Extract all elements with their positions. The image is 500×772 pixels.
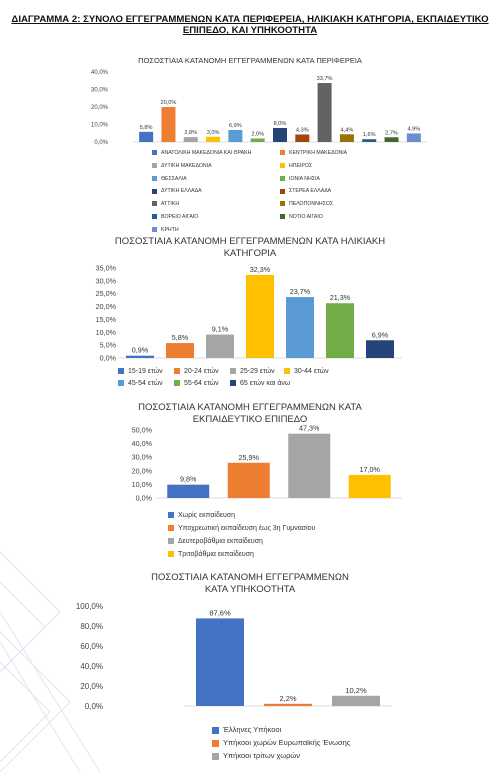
bar [251, 139, 265, 143]
education-chart-title [0, 402, 500, 426]
data-label: 8,0% [273, 121, 287, 127]
data-label: 5,8% [139, 124, 153, 131]
legend-swatch [280, 214, 285, 219]
legend-item [174, 368, 219, 375]
bar [366, 340, 394, 358]
bar [340, 134, 354, 142]
bar [264, 704, 312, 706]
legend-swatch [168, 525, 174, 531]
legend-item [212, 751, 300, 760]
legend-label: ΑΤΤΙΚΗ [161, 201, 180, 208]
legend-label: ΔΥΤΙΚΗ ΜΑΚΕΔΟΝΙΑ [161, 162, 212, 169]
legend-label: ΔΥΤΙΚΗ ΕΛΛΑΔΑ [161, 188, 202, 195]
y-tick-label: 30,0% [131, 452, 152, 462]
legend-item [280, 201, 333, 207]
legend-label: Δευτεροβάθμια εκπαίδευση [178, 538, 263, 545]
bar [184, 137, 198, 142]
legend-label: Χωρίς εκπαίδευση [178, 512, 236, 519]
legend-label: ΠΕΛΟΠΟΝΝΗΣΟΣ [289, 201, 334, 208]
citizenship-chart-title-text: ΠΟΣΟΣΤΙΑΙΑ ΚΑΤΑΝΟΜΗ ΕΓΓΕΓΡΑΜΜΕΝΩΝ ΚΑΤΑ ΥΠΗΚΟΟΤΗΤΑ [151, 572, 349, 595]
legend-label: ΗΠΕΙΡΟΣ [289, 162, 313, 169]
legend-label: ΘΕΣΣΑΛΙΑ [161, 175, 187, 182]
legend-label: 65 ετών και άνω [240, 380, 291, 387]
bar [228, 130, 242, 142]
y-tick-label: 60,0% [80, 641, 103, 651]
data-label: 47,3% [299, 424, 320, 433]
legend-label: 15-19 ετών [128, 368, 163, 375]
y-tick-label: 50,0% [131, 425, 152, 435]
legend-item [152, 214, 198, 220]
y-tick-label: 40,0% [90, 70, 108, 77]
legend-swatch [152, 163, 157, 168]
bar [385, 137, 399, 142]
y-tick-label: 10,0% [90, 122, 108, 129]
legend-swatch [174, 368, 180, 374]
y-tick-label: 0,0% [135, 493, 152, 503]
legend-item [118, 380, 163, 387]
data-label: 25,9% [238, 452, 259, 462]
region-chart-legend [0, 146, 500, 236]
legend-item [152, 150, 251, 156]
y-tick-label: 40,0% [80, 661, 103, 671]
legend-item [168, 551, 254, 558]
y-tick-label: 20,0% [90, 105, 108, 112]
legend-label: Υπήκοοι χωρών Ευρωπαϊκής Ένωσης [223, 738, 351, 747]
data-label: 21,3% [329, 293, 351, 303]
legend-item [152, 201, 179, 207]
legend-swatch [168, 538, 174, 544]
y-tick-label: 0,0% [84, 701, 103, 711]
y-tick-label: 5,0% [99, 340, 116, 350]
legend-label: ΙΟΝΙΑ ΝΗΣΙΑ [289, 175, 320, 182]
bar [246, 275, 274, 358]
legend-swatch [174, 380, 180, 386]
legend-label: 45-54 ετών [128, 380, 163, 387]
legend-item [168, 512, 235, 519]
legend-label: ΚΕΝΤΡΙΚΗ ΜΑΚΕΔΟΝΙΑ [289, 150, 348, 156]
legend-label: ΑΝΑΤΟΛΙΚΗ ΜΑΚΕΔΟΝΙΑ ΚΑΙ ΘΡΑΚΗ [161, 150, 252, 156]
y-tick-label: 10,0% [95, 327, 116, 337]
data-label: 2,2% [279, 693, 297, 703]
bar [407, 133, 421, 142]
bar [139, 132, 153, 142]
y-tick-label: 20,0% [95, 302, 116, 312]
age-chart-title [0, 236, 500, 260]
age-chart-legend [0, 366, 500, 392]
bar [349, 475, 391, 498]
legend-swatch [280, 189, 285, 194]
legend-item [212, 738, 350, 747]
legend-item [280, 176, 320, 182]
data-label: 6,9% [229, 122, 242, 129]
data-label: 6,9% [371, 330, 389, 340]
bar [196, 618, 244, 706]
legend-label: Έλληνες Υπήκοοι [223, 725, 282, 734]
data-label: 32,3% [249, 264, 271, 274]
bar [166, 343, 194, 358]
legend-label: 30-44 ετών [294, 368, 329, 375]
data-label: 33,7% [316, 76, 333, 83]
data-label: 4,4% [340, 127, 354, 134]
legend-item [284, 368, 329, 375]
data-label: 10,2% [345, 685, 367, 695]
bar [286, 297, 314, 358]
bar [167, 485, 209, 498]
citizenship-chart-legend [0, 723, 500, 771]
legend-swatch [230, 368, 236, 374]
legend-item [118, 368, 163, 375]
legend-item [152, 188, 202, 194]
legend-item [280, 188, 331, 194]
y-tick-label: 30,0% [90, 87, 108, 94]
legend-swatch [168, 512, 174, 518]
legend-swatch [212, 740, 219, 747]
legend-item [174, 380, 219, 387]
y-tick-label: 25,0% [95, 289, 116, 299]
legend-item [152, 163, 212, 169]
legend-item [280, 150, 347, 156]
legend-item [152, 176, 187, 182]
age-chart-title-text: ΠΟΣΟΣΤΙΑΙΑ ΚΑΤΑΝΟΜΗ ΕΓΓΕΓΡΑΜΜΕΝΩΝ ΚΑΤΑ ΗΛΙΚΙΑΚΗ ΚΑΤΗΓΟΡΙΑ [114, 236, 386, 259]
legend-swatch [168, 551, 174, 557]
bar [206, 137, 220, 142]
legend-swatch [152, 201, 157, 206]
bar [228, 463, 270, 498]
legend-swatch [152, 150, 157, 155]
legend-label: 25-29 ετών [240, 368, 275, 375]
data-label: 0,9% [131, 345, 149, 355]
data-label: 9,1% [211, 324, 229, 334]
legend-swatch [280, 150, 285, 155]
y-tick-label: 15,0% [95, 314, 116, 324]
data-label: 17,0% [359, 464, 380, 474]
data-label: 3,0% [206, 129, 220, 136]
page-title [0, 14, 500, 36]
legend-label: Υποχρεωτική εκπαίδευση έως 3η Γυμνασίου [178, 525, 316, 532]
data-label: 5,8% [171, 333, 189, 343]
data-label: 23,7% [289, 287, 311, 297]
legend-swatch [118, 380, 124, 386]
legend-swatch [212, 753, 219, 760]
y-tick-label: 0,0% [99, 353, 116, 363]
citizenship-chart-plot [0, 600, 500, 720]
legend-label: ΝΟΤΙΟ ΑΙΓΑΙΟ [289, 214, 323, 220]
page-title-text: ΔΙΑΓΡΑΜΜΑ 2: ΣΥΝΟΛΟ ΕΓΓΕΓΡΑΜΜΕΝΩΝ ΚΑΤΑ ΠΕΡΙΦΕΡΕΙΑ, ΗΛΙΚΙΑΚΗ ΚΑΤΗΓΟΡΙΑ, ΕΚΠΑΙΔΕΥΤΙΚΟ ΕΠΙΠΕΔΟ, ΚΑΙ ΥΠΗΚΟΟΤΗΤΑ [11, 14, 489, 36]
y-tick-label: 30,0% [95, 276, 116, 286]
legend-swatch [152, 189, 157, 194]
legend-label: 20-24 ετών [184, 368, 219, 375]
legend-item [168, 538, 263, 545]
legend-label: ΒΟΡΕΙΟ ΑΙΓΑΙΟ [161, 214, 199, 220]
bar [161, 107, 175, 142]
education-chart-plot [0, 424, 500, 506]
data-label: 4,9% [407, 126, 421, 133]
legend-swatch [280, 163, 285, 168]
y-tick-label: 10,0% [131, 479, 152, 489]
legend-label: 55-64 ετών [184, 380, 219, 387]
data-label: 2,8% [184, 130, 198, 137]
data-label: 2,7% [385, 130, 398, 137]
legend-item [280, 214, 323, 220]
data-label: 87,6% [209, 608, 231, 618]
y-tick-label: 35,0% [95, 263, 116, 273]
region-chart [0, 50, 500, 235]
region-chart-title-text: ΠΟΣΟΣΤΙΑΙΑ ΚΑΤΑΝΟΜΗ ΕΓΓΕΓΡΑΜΜΕΝΩΝ ΚΑΤΑ ΠΕΡΙΦΕΡΕΙΑ [138, 56, 362, 65]
bar [126, 356, 154, 358]
legend-swatch [152, 214, 157, 219]
bar [273, 128, 287, 142]
data-label: 9,8% [180, 474, 197, 484]
education-chart-title-text: ΠΟΣΟΣΤΙΑΙΑ ΚΑΤΑΝΟΜΗ ΕΓΓΕΓΡΑΜΜΕΝΩΝ ΚΑΤΑ ΕΚΠΑΙΔΕΥΤΙΚΟ ΕΠΙΠΕΔΟ [138, 402, 362, 425]
bar [326, 303, 354, 358]
bar [295, 134, 309, 142]
legend-item [280, 163, 312, 169]
bar [288, 434, 330, 498]
age-chart [0, 232, 500, 392]
legend-label: Υπήκοοι τρίτων χωρών [223, 751, 301, 760]
legend-swatch [152, 176, 157, 181]
bar [362, 139, 376, 142]
citizenship-chart-title [0, 572, 500, 596]
data-label: 1,6% [362, 132, 376, 139]
y-tick-label: 80,0% [80, 621, 103, 631]
legend-item [230, 380, 290, 387]
legend-label: ΣΤΕΡΕΑ ΕΛΛΑΔΑ [289, 188, 332, 195]
education-chart [0, 398, 500, 563]
legend-swatch [280, 201, 285, 206]
data-label: 2,0% [251, 131, 265, 138]
y-tick-label: 100,0% [75, 601, 103, 611]
y-tick-label: 40,0% [131, 439, 152, 449]
y-tick-label: 0,0% [94, 140, 108, 147]
age-chart-plot [0, 260, 500, 370]
y-tick-label: 20,0% [131, 466, 152, 476]
citizenship-chart [0, 568, 500, 772]
legend-swatch [212, 727, 219, 734]
legend-swatch [118, 368, 124, 374]
bar [332, 696, 380, 706]
data-label: 20,0% [160, 100, 177, 106]
legend-swatch [280, 176, 285, 181]
legend-item [168, 525, 315, 532]
y-tick-label: 20,0% [80, 681, 103, 691]
education-chart-legend [0, 510, 500, 562]
legend-label: Τριτοβάθμια εκπαίδευση [178, 551, 254, 558]
bar [206, 335, 234, 358]
bar [318, 83, 332, 142]
legend-swatch [284, 368, 290, 374]
legend-item [212, 725, 281, 734]
legend-item [230, 368, 275, 375]
legend-label: ΚΡΗΤΗ [161, 226, 179, 233]
legend-swatch [230, 380, 236, 386]
data-label: 4,3% [295, 127, 309, 134]
